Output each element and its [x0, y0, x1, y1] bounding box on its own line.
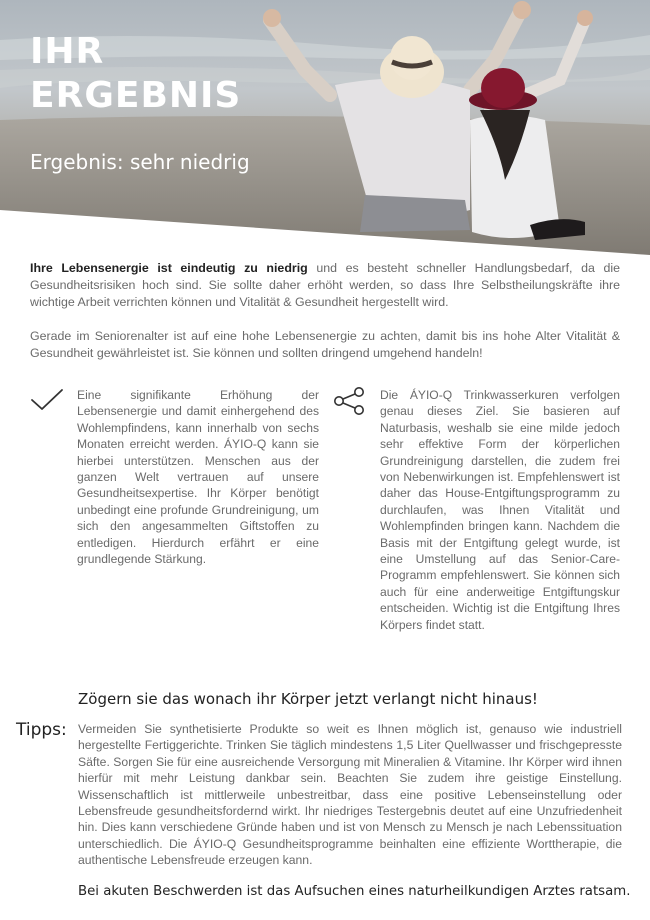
intro-paragraph-2: Gerade im Seniorenalter ist auf eine hohe Lebensenergie zu achten, damit bis ins hohe Alter Vitalität & Gesundheit gewährleistet ist. Sie können und sollten dringend umgehend handeln! [30, 329, 620, 360]
left-column-text: Eine signifikante Erhöhung der Lebensenergie und damit einhergehend des Wohlempfindens, kann innerhalb von sechs Monaten erreicht werden. ÁYIO-Q kann sie hierbei unterstützen. Menschen aus der ganzen Welt vertrauen auf unsere Gesundheitsexpertise. Ihr Körper benötigt unbedingt eine profunde Grundreinigung, um sich den angesammelten Giftstoffen zu entledigen. Hierdurch erfährt er eine grundlegende Stärkung. [77, 388, 319, 567]
page-title [30, 30, 241, 118]
intro-section [30, 260, 620, 379]
intro-highlight: Ihre Lebensenergie ist eindeutig zu niedrig [30, 261, 308, 275]
hero-banner [0, 0, 650, 255]
share-icon [333, 387, 365, 415]
checkmark-icon [30, 388, 64, 412]
tips-text: Vermeiden Sie synthetisierte Produkte so weit es Ihnen möglich ist, genauso wie industriell hergestellte Fertiggerichte. Trinken Sie täglich mindestens 1,5 Liter Quellwasser und frischgepresste Säfte. Sorgen Sie für eine ausreichende Versorgung mit Mineralien & Vitamine. Ihr Körper wird ihnen hierfür mit mehr Leistung dankbar sein. Beachten Sie zudem ihre geistige Einstellung. Wissenschaftlich ist mittlerweile unbestreitbar, dass eine positive Lebenseinstellung oder Lebensfreude gesundheitsfordernd wirkt. Ihr niedriges Testergebnis deutet auf eine Unzufriedenheit hin. Dies kann verschiedene Gründe haben und ist von Mensch zu Mensch je nach Lebenssituation unterschiedlich. Die ÁYIO-Q Gesundheitsprogramme beinhalten eine effiziente Worttherapie, die authentische Lebensfreude erzeugen kann. [78, 722, 622, 868]
call-to-action: Zögern sie das wonach ihr Körper jetzt verlangt nicht hinaus! [78, 690, 538, 708]
right-column-text: Die ÁYIO-Q Trinkwasserkuren verfolgen genau dieses Ziel. Sie basieren auf Naturbasis, weshalb sie eine milde jedoch sehr effektive Form der körperlichen Grundreinigung darstellen, die zudem frei von Nebenwirkungen ist. Empfehlenswert ist daher das House-Entgiftungsprogramm zu durchlaufen, was Ihnen Vitalität und Wohlempfinden bringen kann. Nachdem die Basis mit der Entgiftung gelegt wurde, ist eine Umstellung auf das Senior-Care-Programm empfehlenswert. Sie können sich auch für eine anderweitige Entgiftungskur entscheiden. Wichtig ist die Entgiftung Ihres Körpers findet statt. [380, 388, 620, 632]
page-title-line-2: ERGEBNIS [30, 75, 242, 116]
intro-paragraph-1-text: und es besteht schneller Handlungsbedarf, da die Gesundheitsrisiken hoch sind. Sie sollte daher erhöht werden, so dass Ihre Selbstheilungskräfte ihre wichtige Arbeit verrichten können und Vitalität & Gesundheit hergestellt wird. [30, 261, 620, 309]
result-subtitle: Ergebnis: sehr niedrig [30, 150, 250, 174]
footer-note: Bei akuten Beschwerden ist das Aufsuchen eines naturheilkundigen Arztes ratsam. [78, 884, 631, 899]
tips-label: Tipps: [16, 720, 67, 740]
intro-paragraph-1 [30, 260, 620, 311]
page-title-line-1: IHR [30, 31, 105, 72]
